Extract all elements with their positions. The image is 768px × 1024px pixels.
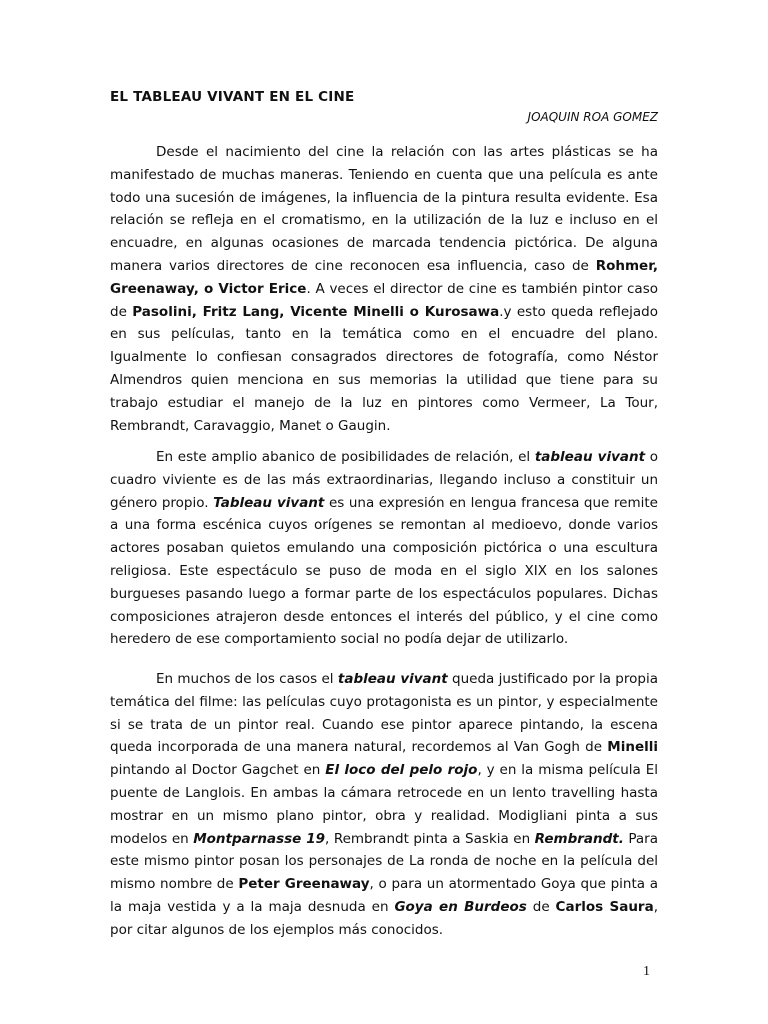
text-run: . A veces el director de cine es también pintor caso de xyxy=(110,280,658,320)
text-run: , o para un atormentado Goya que pinta a la maja vestida y a la maja desnuda en xyxy=(110,876,658,915)
emphasis-text: tableau vivant xyxy=(337,671,448,687)
emphasis-text: Goya en Burdeos xyxy=(394,898,527,915)
text-run: Para este mismo pintor posan los personajes de La ronda de noche en la película del mismo nombre de xyxy=(110,830,659,893)
text-run: , Rembrandt pinta a Saskia en xyxy=(325,830,535,847)
emphasis-text: Peter Greenaway xyxy=(238,876,370,893)
text-run: de xyxy=(526,898,556,915)
paragraph xyxy=(110,668,658,942)
page-number: 1 xyxy=(643,964,650,979)
paragraph xyxy=(110,141,658,437)
text-run: En muchos de los casos el xyxy=(156,671,338,687)
paragraph xyxy=(110,446,658,651)
document-title: EL TABLEAU VIVANT EN EL CINE xyxy=(110,89,355,105)
emphasis-text: Minelli xyxy=(607,739,658,756)
emphasis-text: Rohmer, Greenaway, o Victor Erice xyxy=(110,257,658,297)
emphasis-text: Montparnasse 19 xyxy=(193,830,326,847)
emphasis-text: Tableau vivant xyxy=(213,494,325,511)
emphasis-text: Pasolini, Fritz Lang, Vicente Minelli o Kurosawa xyxy=(132,303,500,320)
emphasis-text: El loco del pelo rojo xyxy=(325,762,478,779)
text-run: o cuadro viviente es de las más extraordinarias, llegando incluso a constituir un género propio. xyxy=(110,449,658,511)
text-run: Desde el nacimiento del cine la relación con las artes plásticas se ha manifestado de muchas maneras. Teniendo en cuenta que una película es ante todo una sucesión de imágenes, la influencia de la pintura resulta evidente. Esa relación se refleja en el cromatismo, en la utilización de la luz e incluso en el encuadre, en algunas ocasiones de marcada tendencia pictórica. De alguna manera varios directores de cine reconocen esa influencia, caso de xyxy=(110,144,658,274)
document-author: JOAQUIN ROA GOMEZ xyxy=(527,110,658,124)
text-run: En este amplio abanico de posibilidades de relación, el xyxy=(156,449,535,465)
emphasis-text: tableau vivant xyxy=(534,449,646,465)
text-run: es una expresión en lengua francesa que remite a una forma escénica cuyos orígenes se remontan al medioevo, donde varios actores posaban quietos emulando una composición pictórica o una escultura religiosa. Este espectáculo se puso de moda en el siglo XIX en los salones burgueses pasando luego a formar parte de los espectáculos populares. Dichas composiciones atrajeron desde entonces el interés del público, y el cine como heredero de ese comportamiento social no podía dejar de utilizarlo. xyxy=(110,494,658,648)
text-run: , por citar algunos de los ejemplos más conocidos. xyxy=(110,898,658,938)
text-run: .y esto queda reflejado en sus películas, tanto en la temática como en el encuadre del plano. Igualmente lo confiesan consagrados directores de fotografía, como Néstor Almendros quien menciona en sus memorias la utilidad que tiene para su trabajo estudiar el manejo de la luz en pintores como Vermeer, La Tour, Rembrandt, Caravaggio, Manet o Gaugin. xyxy=(110,303,658,434)
emphasis-text: Rembrandt. xyxy=(534,830,624,847)
emphasis-text: Carlos Saura xyxy=(555,898,654,915)
text-run: queda justificado por la propia temática del filme: las películas cuyo protagonista es un pintor, y especialmente si se trata de un pintor real. Cuando ese pintor aparece pintando, la escena queda incorporada de una manera natural, recordemos al Van Gogh de xyxy=(110,671,658,756)
text-run: pintando al Doctor Gagchet en xyxy=(110,762,326,779)
text-run: , y en la misma película El puente de Langlois. En ambas la cámara retrocede en un lento travelling hasta mostrar en un mismo plano pintor, obra y realidad. Modigliani pinta a sus modelos en xyxy=(110,762,658,847)
